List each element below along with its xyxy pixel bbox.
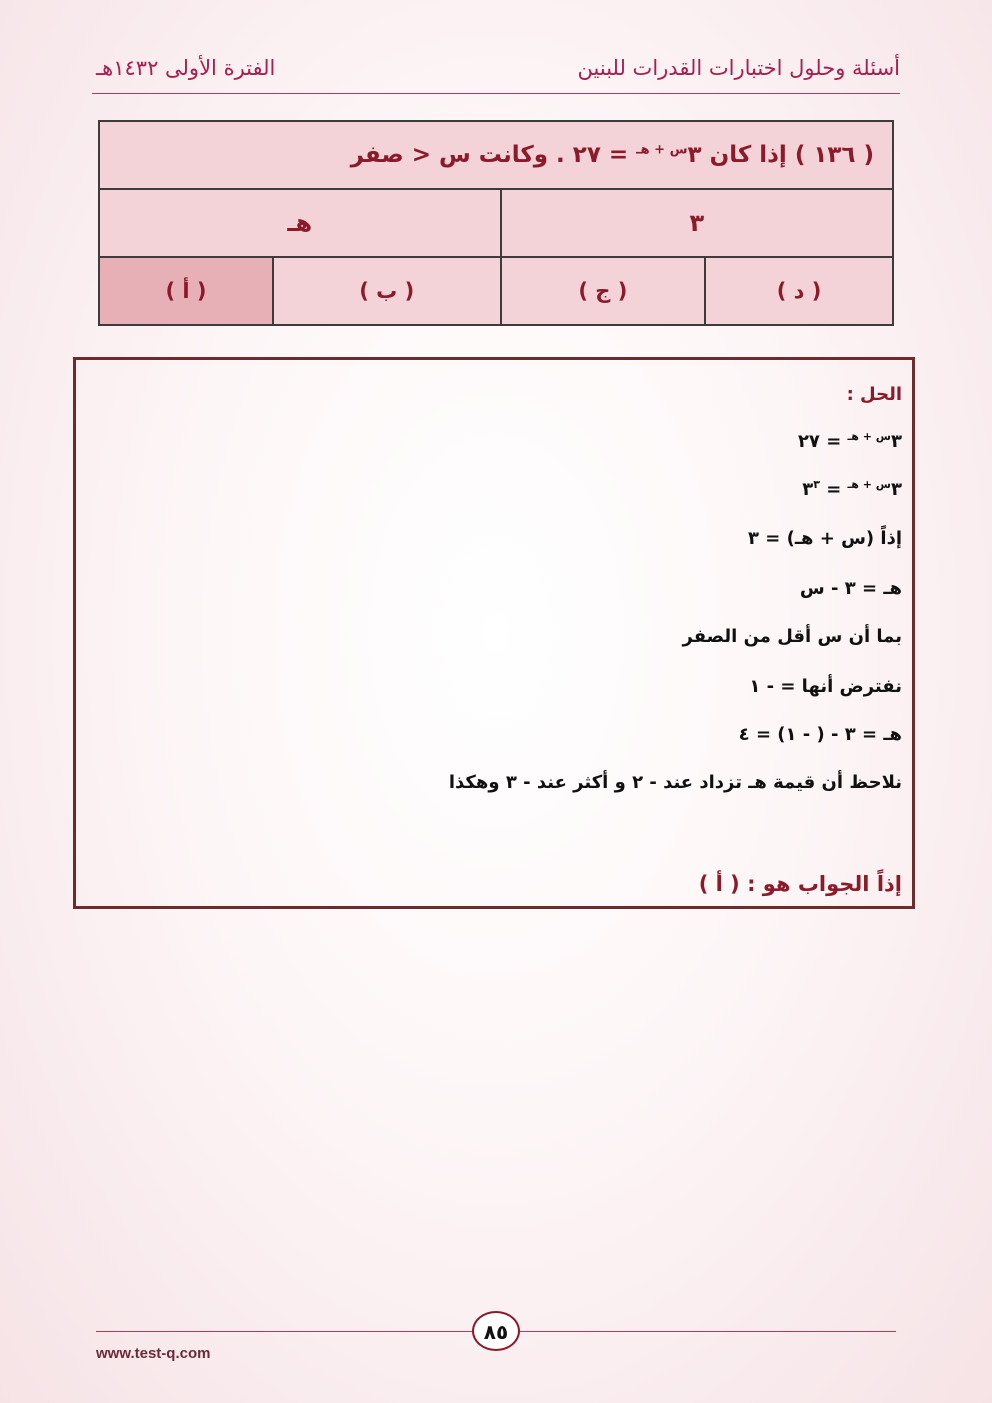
option-b[interactable]: ( ب ): [273, 257, 501, 325]
l2-exponent-2: ٣: [813, 478, 820, 491]
solution-box: [73, 357, 915, 909]
solution-line-8: نلاحظ أن قيمة هـ تزداد عند - ٢ و أكثر عند - ٣ وهكذا: [448, 772, 902, 793]
page-number: ٨٥: [472, 1311, 520, 1351]
l1-exponent: س + هـ: [847, 430, 891, 443]
question-table: [98, 120, 894, 326]
solution-title: الحل :: [846, 384, 902, 405]
solution-line-7: هـ = ٣ - ( - ١) = ٤: [738, 724, 902, 745]
compare-column-left: ٣: [501, 189, 893, 257]
question-number: ( ١٣٦ ): [794, 142, 874, 168]
l2-base: ٣: [891, 479, 902, 500]
option-a[interactable]: ( أ ): [99, 257, 273, 325]
solution-line-4: هـ = ٣ - س: [799, 578, 902, 599]
solution-line-6: نفترض أنها = - ١: [749, 676, 902, 697]
l1-base: ٣: [891, 431, 902, 452]
option-d[interactable]: ( د ): [705, 257, 893, 325]
footer-divider-left: [96, 1331, 472, 1332]
book-title: أسئلة وحلول اختبارات القدرات للبنين: [577, 56, 900, 80]
solution-answer: إذاً الجواب هو : ( أ ): [698, 872, 902, 896]
option-c[interactable]: ( ج ): [501, 257, 706, 325]
header-divider: [92, 93, 900, 94]
l2-rest: = ٣: [802, 479, 848, 500]
period-label: الفترة الأولى ١٤٣٢هـ: [96, 56, 276, 80]
question-text-b: = ٢٧ . وكانت س < صفر: [350, 142, 629, 168]
solution-line-3: إذاً (س + هـ) = ٣: [748, 528, 902, 549]
website-url[interactable]: www.test-q.com: [96, 1345, 211, 1362]
solution-line-5: بما أن س أقل من الصفر: [682, 626, 902, 647]
question-exponent: س + هـ: [636, 142, 688, 158]
compare-column-right: هـ: [99, 189, 501, 257]
question-statement: [99, 121, 893, 189]
l1-rest: = ٢٧: [797, 431, 848, 452]
l2-exponent: س + هـ: [847, 478, 891, 491]
solution-line-2: [802, 478, 902, 500]
question-text-a: إذا كان ٣: [687, 142, 787, 168]
footer-divider-right: [520, 1331, 896, 1332]
solution-line-1: [798, 430, 902, 452]
